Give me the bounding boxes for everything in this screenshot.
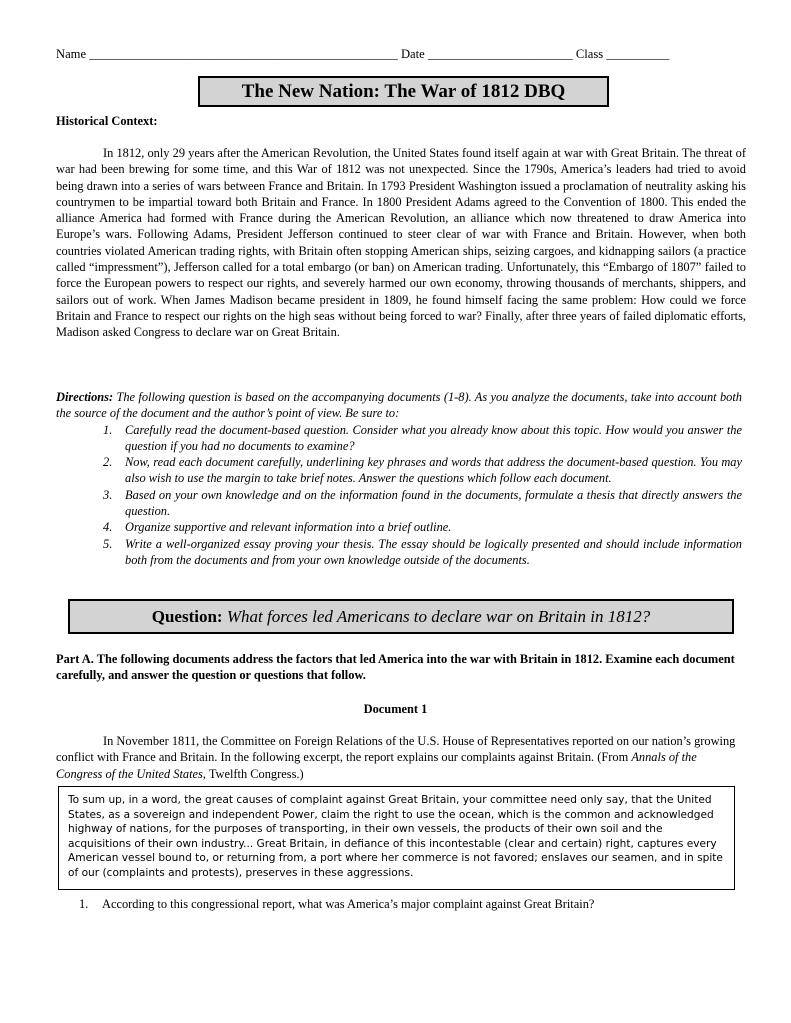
question-label: Question: <box>151 607 223 626</box>
step-number: 1. <box>103 422 113 437</box>
document-1-question <box>79 896 739 912</box>
list-item <box>56 519 742 535</box>
question-prompt: According to this congressional report, what was America’s major complaint against Great Britain? <box>102 897 595 911</box>
name-blank[interactable]: _________________________________________________ <box>89 47 398 61</box>
step-text: Organize supportive and relevant information into a brief outline. <box>125 520 452 535</box>
historical-context-body <box>56 145 746 341</box>
class-blank[interactable]: __________ <box>606 47 670 61</box>
date-blank[interactable]: _______________________ <box>427 47 573 61</box>
intro-source-title: Annals of the Congress of the United States <box>56 750 697 781</box>
list-item <box>56 422 742 455</box>
question-number: 1. <box>79 897 89 911</box>
list-item <box>56 536 742 569</box>
directions-intro-text: The following question is based on the accompanying documents (1-8). As you analyze the documents, take into account both the source of the document and the author’s point of view. Be sure to: <box>56 390 742 421</box>
page-title: The New Nation: The War of 1812 DBQ <box>198 76 609 107</box>
name-label: Name <box>56 47 87 61</box>
directions-intro <box>56 389 742 422</box>
student-info-line <box>56 46 742 62</box>
document-1-intro <box>56 733 742 782</box>
step-text: Based on your own knowledge and on the information found in the documents, formulate a thesis that directly answers the question. <box>125 487 742 519</box>
class-label: Class <box>575 47 604 61</box>
step-number: 4. <box>103 520 113 535</box>
part-a-instructions: Part A. The following documents address the factors that led America into the war with Britain in 1812. Examine each document carefully, and answer the question or questions that follow. <box>56 652 735 683</box>
step-text: Write a well-organized essay proving your thesis. The essay should be logically presented and should include information both from the documents and from your own knowledge outside of the documents. <box>125 536 742 567</box>
question-text: What forces led Americans to declare war on Britain in 1812? <box>222 607 651 626</box>
list-item <box>56 487 742 520</box>
intro-after: , Twelfth Congress.) <box>202 766 304 781</box>
document-1-heading: Document 1 <box>363 702 428 716</box>
directions-section <box>56 389 742 568</box>
document-1-intro-text <box>56 733 742 782</box>
historical-context-text: In 1812, only 29 years after the American Revolution, the United States found itself again at war with Great Britain. The threat of war had been brewing for some time, and this War of 1812 was not unexpected. Since the 1790s, America’s leaders had tried to avoid being drawn into a series of wars between France and Britain. In 1793 President Washington issued a proclamation of neutrality asking his countrymen to be impartial toward both Britain and France. In 1800 President Adams agreed to the Convention of 1800. This ended the alliance America had formed with France during the American Revolution, an alliance which now threatened to draw America into Europe’s wars. Following Adams, President Jefferson continued to steer clear of war with France and Britain. However, when both countries violated American trading rights, with Britain often stopping American ships, seizing cargoes, and kidnapping sailors (a practice called “impressment”), Jefferson called for a total embargo (or ban) on American trading. Unfortunately, this “Embargo of 1807” failed to force the European powers to respect our rights, and severely harmed our own economy, throwing thousands of merchants, shippers, and sailors out of work. When James Madison became president in 1809, he found himself facing the same problem: How could we force Britain and France to respect our rights on the high seas without being forced to war? Finally, after three years of failed diplomatic efforts, Madison asked Congress to declare war on Great Britain. <box>56 146 746 340</box>
intro-before: In November 1811, the Committee on Foreign Relations of the U.S. House of Representatives reported on our nation’s growing conflict with France and Britain. In the following excerpt, the report explains our complaints against Britain. (From <box>56 734 736 765</box>
essay-question-box <box>68 599 734 634</box>
step-number: 3. <box>103 487 113 502</box>
step-number: 5. <box>103 536 113 551</box>
directions-steps <box>56 422 742 569</box>
step-number: 2. <box>103 455 113 470</box>
document-1-excerpt: To sum up, in a word, the great causes of complaint against Great Britain, your committee need only say, that the United States, as a sovereign and independent Power, claim the right to use the ocean, which is the common and acknowledged highway of nations, for the purposes of transporting, in their own vessels, the products of their own soil and the acquisitions of their own industry... Great Britain, in defiance of this incontestable (clear and certain) right, captures every American vessel bound to, or returning from, a port where her commerce is not favored; enslaves our seamen, and in spite of our (complaints and protests), preserves in these aggressions. <box>58 786 735 890</box>
list-item <box>56 454 742 487</box>
directions-label: Directions: <box>56 390 114 404</box>
step-text: Now, read each document carefully, underlining key phrases and words that address the document-based question. You may also wish to use the margin to take brief notes. Answer the questions which follow each document. <box>125 455 742 486</box>
historical-context-label: Historical Context: <box>56 114 158 128</box>
step-text: Carefully read the document-based question. Consider what you already know about this topic. How would you answer the question if you had no documents to examine? <box>125 422 742 453</box>
date-label: Date <box>400 47 425 61</box>
